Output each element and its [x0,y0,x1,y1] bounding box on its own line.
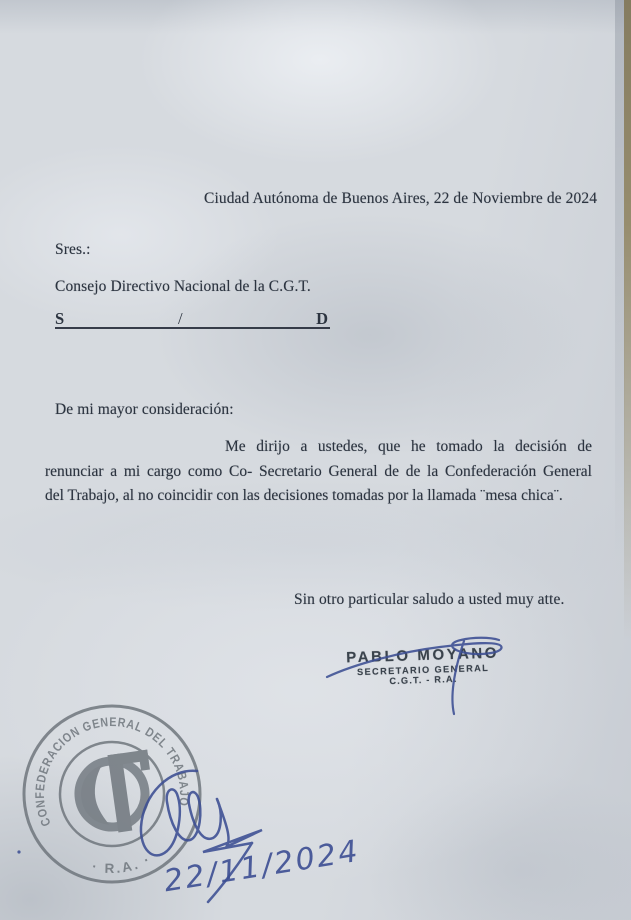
stamp-bottom-text: · R.A. · [90,851,155,877]
body-line: renunciar a mi cargo como Co- Secretario General de de la Confederación General [45,462,592,480]
s-slash-d-line [55,304,330,329]
body-line: Me dirijo a ustedes, que he tomado la decisión de [225,438,592,455]
signer-name-stamp [332,645,513,688]
handwritten-date: 22/11/2024 [161,833,363,900]
date-line: Ciudad Autónoma de Buenos Aires, 22 de Noviembre de 2024 [204,190,598,207]
cgt-round-stamp [18,700,206,888]
table-surface-edge [624,0,631,640]
sd-right: D [316,308,328,328]
cgt-monogram-icon [74,750,158,838]
closing-line: Sin otro particular saludo a usted muy atte. [294,591,565,608]
signer-title: SECRETARIO GENERAL [356,662,490,678]
greeting-line: De mi mayor consideración: [55,401,234,418]
signer-org: C.G.T. - R.A. [389,673,458,687]
signer-name: PABLO MOYANO [345,644,500,667]
recipient-line: Consejo Directivo Nacional de la C.G.T. [55,278,311,295]
svg-text:CONFEDERACION GENERAL DEL TRAB [23,705,194,829]
body-line: del Trabajo, al no coincidir con las decisiones tomadas por la llamada ¨mesa chica¨. [45,487,563,505]
sd-slash: / [178,308,183,328]
body-paragraph [45,435,592,509]
sd-left: S [55,308,65,328]
stamp-ring-text: CONFEDERACION GENERAL DEL TRABAJO [32,714,192,829]
salutation: Sres.: [55,241,91,258]
